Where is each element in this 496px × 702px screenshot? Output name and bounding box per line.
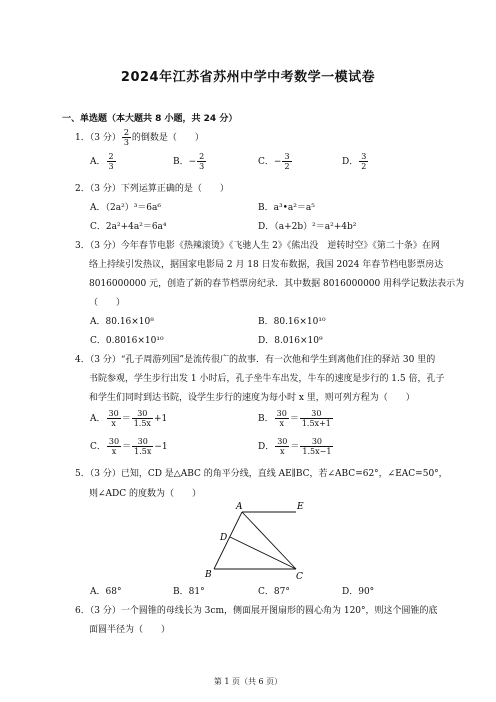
option-label: B． bbox=[258, 414, 274, 424]
question-4-line-1: 4．（3 分）“孔子周游列国”是流传很广的故事．有一次他和学生到离他们住的驿站 30 里的 bbox=[75, 355, 436, 365]
frac-num: 3 bbox=[361, 152, 367, 161]
equals-sign: ＝ bbox=[289, 414, 299, 424]
question-6-line-1: 6．（3 分）一个圆锥的母线长为 3cm，侧面展开图扇形的圆心角为 120°，则这个圆锥的底 bbox=[75, 606, 438, 616]
q2-option-a: A．（2a²）³＝6a⁶ bbox=[90, 203, 162, 213]
frac-num: 30 bbox=[277, 437, 288, 446]
frac-left bbox=[275, 437, 289, 456]
option-fraction bbox=[197, 152, 206, 171]
option-label: A． bbox=[90, 414, 106, 424]
option-sign: − bbox=[273, 157, 282, 167]
option-label: C． bbox=[258, 157, 274, 167]
frac-den: x bbox=[279, 419, 284, 428]
question-3-line-2: 络上持续引发热议，据国家电影局 2 月 18 日发布数据，我国 2024 年春节档电影票房达 bbox=[89, 260, 444, 270]
q4-option-a bbox=[90, 409, 167, 428]
frac-left bbox=[107, 437, 121, 456]
frac-den: 2 bbox=[361, 162, 367, 171]
frac-num: 30 bbox=[108, 409, 119, 418]
page-footer: 第 1 页（共 6 页） bbox=[213, 677, 283, 686]
question-1-stem bbox=[75, 128, 204, 147]
frac-den: 1.5x bbox=[133, 419, 151, 428]
option-sign: − bbox=[188, 157, 197, 167]
q3-option-d: D．8.016×10⁹ bbox=[258, 336, 323, 346]
q1-option-a bbox=[90, 152, 117, 171]
q4-option-d bbox=[258, 437, 334, 456]
question-6-line-2: 面圆半径为（ ） bbox=[89, 625, 171, 635]
option-label: D． bbox=[342, 157, 359, 167]
q5-option-b: B．81° bbox=[173, 587, 205, 597]
question-4-line-2: 书院参观，学生步行出发 1 小时后，孔子坐牛车出发，牛车的速度是步行的 1.5 倍，孔子 bbox=[89, 374, 445, 384]
q1-frac-num: 2 bbox=[123, 128, 129, 137]
q1-frac-den: 3 bbox=[123, 138, 129, 147]
frac-den: 1.5x bbox=[134, 447, 152, 456]
q5-option-a: A．68° bbox=[90, 587, 122, 597]
frac-num: 3 bbox=[284, 152, 290, 161]
question-5-line-2: 则∠ADC 的度数为（ ） bbox=[89, 489, 202, 499]
q2-option-c: C．2a²+4a²＝6a⁴ bbox=[90, 222, 167, 232]
q3-option-b: B．80.16×10¹⁰ bbox=[258, 317, 326, 327]
label-a: A bbox=[236, 502, 243, 512]
label-e: E bbox=[297, 502, 304, 512]
label-b: B bbox=[205, 570, 212, 580]
q5-option-d: D．90° bbox=[342, 587, 375, 597]
frac-den: 1.5x−1 bbox=[302, 447, 332, 456]
frac-den: 1.5x+1 bbox=[301, 419, 331, 428]
frac-den: x bbox=[111, 447, 117, 456]
line-cd bbox=[230, 537, 296, 569]
q5-option-c: C．87° bbox=[258, 587, 290, 597]
equals-sign: ＝ bbox=[122, 442, 132, 452]
question-4-line-3: 和学生们同时到达书院，设学生步行的速度为每小时 x 里，则可列方程为（ ） bbox=[89, 393, 415, 403]
q1-suffix: 的倒数是（ ） bbox=[131, 133, 204, 143]
q1-option-d bbox=[342, 152, 369, 171]
question-3-line-3: 8016000000 元，创造了新的春节档票房纪录．其中数据 8016000000 用科学记数法表示为 bbox=[89, 279, 465, 289]
frac-den: 2 bbox=[284, 162, 290, 171]
q4-option-c bbox=[90, 437, 168, 456]
frac-right bbox=[132, 437, 153, 456]
option-fraction bbox=[282, 152, 291, 171]
q1-prefix: 1．（3 分） bbox=[75, 133, 121, 143]
frac-den: 3 bbox=[108, 162, 114, 171]
option-label: C． bbox=[90, 442, 106, 452]
equals-sign: ＝ bbox=[121, 414, 131, 424]
q2-option-b: B．a³•a²＝a⁵ bbox=[258, 203, 315, 213]
frac-num: 30 bbox=[300, 409, 333, 419]
triangle-figure bbox=[200, 500, 320, 582]
q4-option-b bbox=[258, 409, 334, 428]
equation-tail: +1 bbox=[153, 414, 168, 424]
label-d: D bbox=[220, 533, 228, 543]
frac-num: 30 bbox=[108, 437, 120, 446]
frac-right bbox=[300, 409, 333, 428]
frac-num: 2 bbox=[108, 152, 114, 161]
section-heading: 一、单选题（本大题共 8 小题，共 24 分） bbox=[62, 114, 238, 124]
option-label: A． bbox=[90, 157, 106, 167]
frac-num: 30 bbox=[300, 437, 333, 447]
line-ac bbox=[242, 512, 296, 569]
q3-option-a: A．80.16×10⁸ bbox=[90, 317, 154, 327]
q1-option-b bbox=[173, 152, 207, 171]
question-2-stem: 2．（3 分）下列运算正确的是（ ） bbox=[75, 184, 229, 194]
frac-right bbox=[300, 437, 333, 456]
question-3-line-4: （ ） bbox=[89, 298, 126, 308]
page-title: 2024年江苏省苏州中学中考数学一模试卷 bbox=[120, 70, 376, 85]
option-fraction bbox=[359, 152, 368, 171]
frac-left bbox=[107, 409, 121, 428]
question-5-line-1: 5．（3 分）已知，CD 是△ABC 的角平分线，直线 AE∥BC，若∠ABC=62°，∠EAC=50°， bbox=[75, 469, 448, 479]
equation-tail: −1 bbox=[154, 442, 168, 452]
frac-den: x bbox=[280, 447, 285, 456]
option-label: B． bbox=[173, 157, 189, 167]
q2-option-d: D．（a+2b）²＝a²+4b² bbox=[258, 222, 357, 232]
frac-right bbox=[132, 409, 153, 428]
question-3-line-1: 3．（3 分）今年春节电影《热辣滚烫》《飞驰人生 2》《熊出没 逆转时空》《第二十条》在网 bbox=[75, 241, 440, 251]
q1-fraction bbox=[122, 128, 131, 147]
frac-num: 30 bbox=[276, 409, 287, 418]
frac-num: 30 bbox=[132, 409, 153, 419]
equals-sign: ＝ bbox=[290, 442, 300, 452]
option-label: D． bbox=[258, 442, 275, 452]
frac-left bbox=[275, 409, 289, 428]
option-fraction bbox=[107, 152, 116, 171]
frac-den: x bbox=[111, 419, 116, 428]
frac-den: 3 bbox=[199, 162, 205, 171]
q1-option-c bbox=[258, 152, 293, 171]
q3-option-c: C．0.8016×10¹⁰ bbox=[90, 336, 164, 346]
frac-num: 2 bbox=[199, 152, 205, 161]
frac-num: 30 bbox=[132, 437, 153, 447]
label-c: C bbox=[296, 572, 303, 582]
